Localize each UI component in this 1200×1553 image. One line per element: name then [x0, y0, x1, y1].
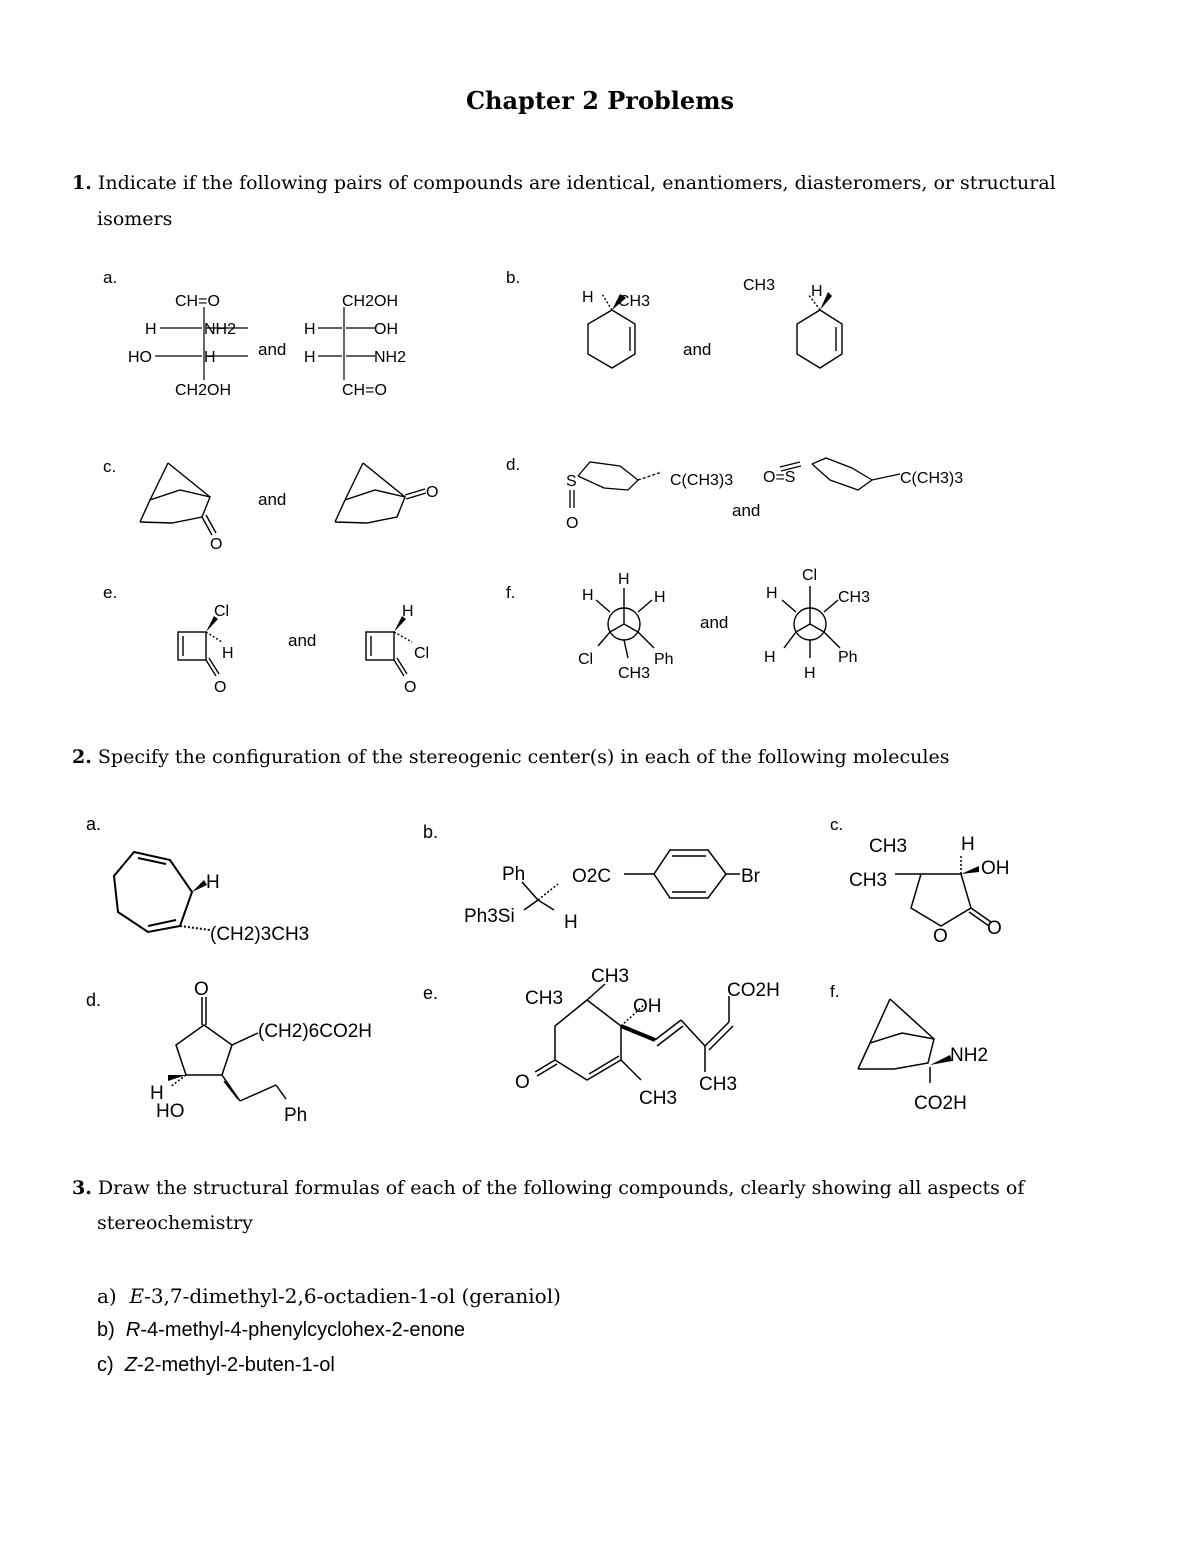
q1f-and: and	[700, 613, 729, 632]
q3-item-a-name: -3,7-dimethyl-2,6-octadien-1-ol (geraniol)	[144, 1284, 561, 1308]
q1f-h-right: H	[654, 589, 666, 606]
q1e-and: and	[288, 631, 317, 650]
q1f-r-cl: Cl	[802, 567, 818, 584]
q1a-fischer-pair	[120, 285, 420, 405]
q1f-h-left: H	[582, 587, 594, 604]
q1-label-f: f.	[506, 583, 516, 602]
q2-label-d: d.	[86, 990, 102, 1010]
q1d-thiane-pair	[560, 450, 990, 540]
q2-label-a: a.	[86, 814, 102, 834]
q2f-nh2: NH2	[950, 1045, 989, 1066]
q2-label-f: f.	[830, 982, 840, 1001]
q1a-r-nh2: NH2	[374, 349, 407, 366]
q2d-chain: (CH2)6CO2H	[258, 1021, 373, 1042]
q1b-r-ch3: CH3	[743, 277, 776, 294]
q1-label-c: c.	[103, 457, 117, 476]
q1a-and: and	[258, 340, 287, 359]
q1f-cl: Cl	[578, 651, 594, 668]
q2c-structure	[845, 830, 1045, 945]
q2d-ph: Ph	[284, 1105, 308, 1126]
q2a-h: H	[206, 872, 220, 893]
q1a-h2: H	[204, 349, 216, 366]
q2e-ch3-top: CH3	[591, 966, 630, 987]
q1e-r-o: O	[404, 679, 417, 696]
q1b-r-h: H	[811, 283, 823, 300]
q1a-r-oh: OH	[374, 321, 398, 338]
question-3-text-cont: stereochemistry	[97, 1212, 253, 1234]
q1d-r-tbu: C(CH3)3	[900, 470, 964, 487]
q1-label-e: e.	[103, 583, 118, 602]
q1c-o2: O	[426, 484, 439, 501]
q2b-h: H	[564, 912, 578, 933]
q1e-r-h: H	[402, 603, 414, 620]
question-1-number: 1.	[72, 172, 92, 194]
q2d-o: O	[194, 979, 209, 1000]
q1d-r-os: O=S	[763, 469, 796, 486]
q1a-r-h2: H	[304, 349, 316, 366]
q3-item-a	[97, 1284, 561, 1308]
q1a-r-h1: H	[304, 321, 316, 338]
q1f-ch3: CH3	[618, 665, 651, 682]
q2d-structure	[140, 975, 420, 1130]
q2f-structure	[850, 985, 1030, 1120]
question-3	[72, 1177, 1024, 1199]
q2e-o: O	[515, 1072, 530, 1093]
q1a-cho-top: CH=O	[175, 293, 220, 310]
q2e-ch3-left: CH3	[525, 988, 564, 1009]
q1e-h: H	[222, 645, 234, 662]
q1b-ch3: CH3	[618, 293, 651, 310]
question-1-text-cont: isomers	[97, 208, 173, 230]
q2b-ph: Ph	[502, 864, 526, 885]
q3-item-c-name: -2-methyl-2-buten-1-ol	[137, 1354, 335, 1376]
q2e-co2h: CO2H	[727, 980, 780, 1001]
q1a-h1: H	[145, 321, 157, 338]
q1f-h-top: H	[618, 571, 630, 588]
q2c-carbonyl-o: O	[987, 918, 1002, 939]
question-2-text: Specify the configuration of the stereogenic center(s) in each of the following molecules	[97, 746, 950, 768]
q1-label-b: b.	[506, 268, 521, 287]
q2a-chain: (CH2)3CH3	[210, 924, 310, 945]
q2c-ch3: CH3	[849, 870, 888, 891]
q1f-r-ch3: CH3	[838, 589, 871, 606]
q3-item-b-name: -4-methyl-4-phenylcyclohex-2-enone	[140, 1319, 465, 1341]
q1-label-a: a.	[103, 268, 118, 287]
q1a-r-cho: CH=O	[342, 382, 387, 399]
q1b-and: and	[683, 340, 712, 359]
q2d-ho: HO	[156, 1101, 185, 1122]
q2c-ring-o: O	[933, 926, 948, 945]
q2c-h: H	[961, 834, 975, 855]
q2f-co2h: CO2H	[914, 1093, 967, 1114]
q2e-oh: OH	[633, 996, 662, 1017]
q1f-ph: Ph	[654, 651, 674, 668]
q1c-and: and	[258, 490, 287, 509]
q1f-r-h-left: H	[766, 585, 778, 602]
q1a-ch2oh: CH2OH	[175, 382, 232, 399]
question-2-number: 2.	[72, 746, 92, 768]
q1e-r-cl: Cl	[414, 645, 430, 662]
q1d-tbu: C(CH3)3	[670, 472, 734, 489]
q2b-o2c: O2C	[572, 866, 612, 887]
q2-label-c: c.	[830, 815, 844, 834]
question-2	[72, 746, 949, 768]
q2c-ch3-top: CH3	[869, 836, 908, 857]
q1e-cyclobutenone-pair	[170, 596, 450, 696]
q2b-structure	[458, 830, 788, 940]
question-3-number: 3.	[72, 1177, 92, 1199]
page-title: Chapter 2 Problems	[465, 86, 735, 115]
q3-item-c-label: c)	[97, 1354, 114, 1376]
q1a-r-ch2oh: CH2OH	[342, 293, 399, 310]
question-1	[72, 172, 1056, 194]
q3-item-a-prefix: E	[129, 1284, 145, 1308]
q1d-s: S	[566, 473, 577, 490]
q2d-h: H	[150, 1083, 164, 1104]
q2e-structure	[505, 960, 815, 1110]
q1e-cl: Cl	[214, 603, 230, 620]
q1b-h: H	[582, 289, 594, 306]
q1d-o: O	[566, 515, 579, 532]
q1d-and: and	[732, 501, 761, 520]
q3-item-c	[97, 1354, 335, 1377]
q1a-nh2: NH2	[204, 321, 237, 338]
question-3-text: Draw the structural formulas of each of the following compounds, clearly showing all aspects of	[97, 1177, 1025, 1199]
q3-item-a-label: a)	[97, 1284, 117, 1308]
q2c-oh: OH	[981, 858, 1010, 879]
question-1-text: Indicate if the following pairs of compounds are identical, enantiomers, diasteromers, or structural	[97, 172, 1056, 194]
q2e-ch3-right: CH3	[699, 1074, 738, 1095]
q2b-br: Br	[741, 866, 760, 887]
q1c-norbornanone-pair	[130, 455, 450, 555]
q2b-ph3si: Ph3Si	[464, 906, 515, 927]
q1-label-d: d.	[506, 455, 521, 474]
q2-label-b: b.	[423, 822, 439, 842]
q1b-cyclohexene-pair	[570, 270, 860, 390]
q2e-ch3-bottom: CH3	[639, 1088, 678, 1109]
q3-item-b-prefix: R	[125, 1319, 141, 1341]
q1f-newman-pair	[570, 562, 890, 692]
q1f-r-h-bottom: H	[804, 665, 816, 682]
q2-label-e: e.	[423, 983, 439, 1003]
q1c-o1: O	[210, 536, 223, 553]
q1e-o: O	[214, 679, 227, 696]
q1f-r-ph: Ph	[838, 649, 858, 666]
q2a-structure	[100, 840, 350, 950]
q3-item-b-label: b)	[97, 1319, 115, 1341]
q3-item-c-prefix: Z	[124, 1354, 138, 1376]
q1f-r-h-low: H	[764, 649, 776, 666]
q1a-ho: HO	[128, 349, 152, 366]
q3-item-b	[97, 1319, 465, 1342]
